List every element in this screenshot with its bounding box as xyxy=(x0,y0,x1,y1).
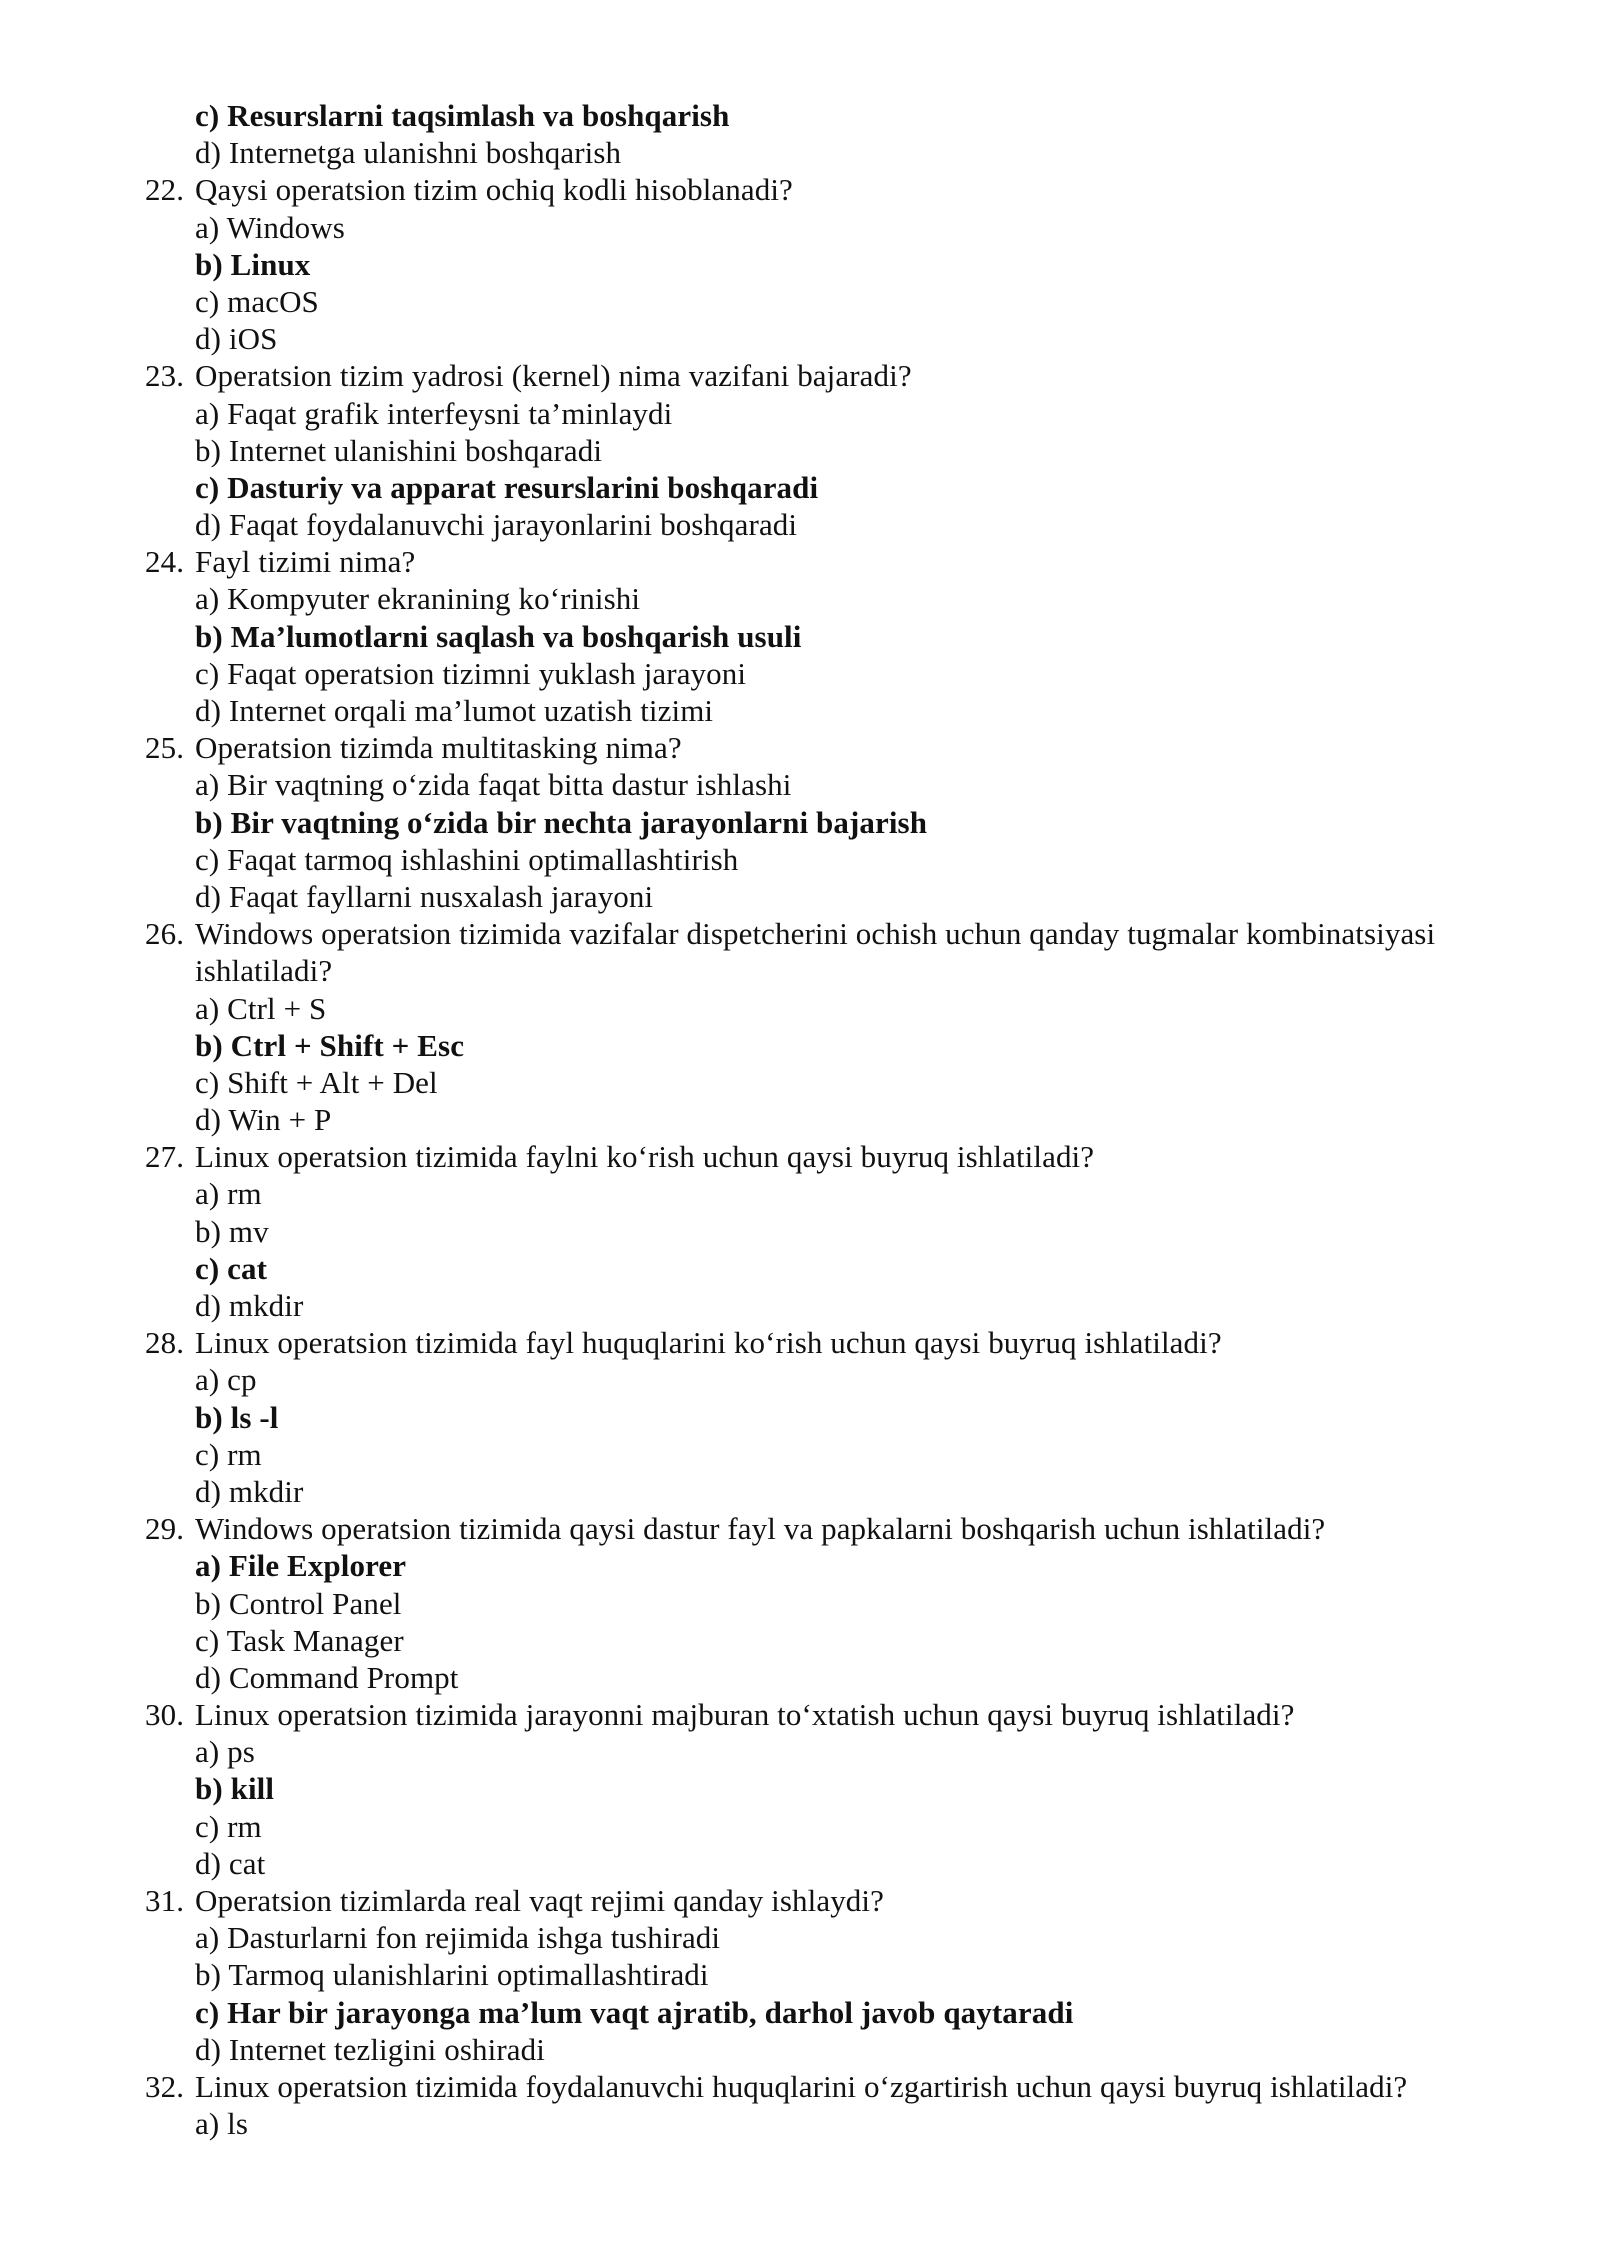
question-line xyxy=(0,1138,1600,1175)
question-number: 31. xyxy=(145,1883,185,1918)
question-text: Linux operatsion tizimida foydalanuvchi huquqlarini oʻzgartirish uchun qaysi buyruq ishlatiladi? xyxy=(195,2068,1408,2104)
answer-option: a) Faqat grafik interfeysni ta’minlaydi xyxy=(195,395,673,431)
question-text: Linux operatsion tizimida fayl huquqlarini koʻrish uchun qaysi buyruq ishlatiladi? xyxy=(195,1325,1222,1361)
answer-option: a) rm xyxy=(195,1176,262,1212)
answer-option: d) Internet tezligini oshiradi xyxy=(195,2031,545,2067)
question-line xyxy=(0,357,1600,394)
answer-option: c) Faqat tarmoq ishlashini optimallashtirish xyxy=(195,841,739,877)
answer-option: d) mkdir xyxy=(195,1473,304,1509)
answer-option: a) cp xyxy=(195,1362,257,1398)
correct-answer-option: c) cat xyxy=(195,1250,268,1286)
question-line xyxy=(0,543,1600,580)
question-line xyxy=(0,1882,1600,1919)
answer-option: d) Internet orqali ma’lumot uzatish tizimi xyxy=(195,693,714,728)
question-text: Qaysi operatsion tizim ochiq kodli hisoblanadi? xyxy=(195,172,793,208)
question-text: Windows operatsion tizimida vazifalar dispetcherini ochish uchun qanday tugmalar kombinatsiyasi xyxy=(195,916,1436,952)
question-text: Linux operatsion tizimida faylni koʻrish uchun qaysi buyruq ishlatiladi? xyxy=(195,1139,1095,1175)
answer-option: a) ls xyxy=(195,2106,249,2142)
question-line xyxy=(0,1324,1600,1361)
answer-option: b) mv xyxy=(195,1213,269,1249)
question-line xyxy=(0,1510,1600,1547)
question-number: 30. xyxy=(145,1697,185,1733)
question-number: 27. xyxy=(145,1139,185,1175)
answer-option: d) Win + P xyxy=(195,1102,332,1138)
question-line xyxy=(0,729,1600,766)
answer-option: c) rm xyxy=(195,1808,262,1844)
answer-option: a) Bir vaqtning oʻzida faqat bitta dastur ishlashi xyxy=(195,767,792,803)
question-number: 32. xyxy=(145,2068,185,2104)
question-line xyxy=(0,915,1600,952)
question-text-continuation: ishlatiladi? xyxy=(195,953,333,989)
answer-option: d) Faqat foydalanuvchi jarayonlarini boshqaradi xyxy=(195,507,798,543)
answer-option: a) Dasturlarni fon rejimida ishga tushiradi xyxy=(195,1920,721,1956)
correct-answer-option: c) Har bir jarayonga ma’lum vaqt ajratib, darhol javob qaytaradi xyxy=(195,1994,1074,2030)
question-text: Operatsion tizimda multitasking nima? xyxy=(195,730,682,766)
correct-answer-option: c) Resurslarni taqsimlash va boshqarish xyxy=(195,98,730,133)
correct-answer-option: a) File Explorer xyxy=(195,1548,407,1584)
question-number: 26. xyxy=(145,916,185,952)
question-text: Windows operatsion tizimida qaysi dastur fayl va papkalarni boshqarish uchun ishlatiladi? xyxy=(195,1511,1326,1547)
question-number: 28. xyxy=(145,1325,185,1361)
correct-answer-option: b) Linux xyxy=(195,246,311,282)
question-number: 24. xyxy=(145,544,185,580)
answer-option: c) rm xyxy=(195,1436,262,1472)
question-text: Fayl tizimi nima? xyxy=(195,544,416,580)
answer-option: b) Tarmoq ulanishlarini optimallashtiradi xyxy=(195,1957,709,1993)
question-line xyxy=(0,1696,1600,1733)
correct-answer-option: b) Ctrl + Shift + Esc xyxy=(195,1027,465,1063)
answer-option: c) Shift + Alt + Del xyxy=(195,1064,438,1100)
correct-answer-option: b) Ma’lumotlarni saqlash va boshqarish usuli xyxy=(195,618,802,654)
answer-option: d) mkdir xyxy=(195,1288,304,1323)
answer-option: a) Ctrl + S xyxy=(195,990,327,1026)
correct-answer-option: b) kill xyxy=(195,1771,275,1807)
correct-answer-option: c) Dasturiy va apparat resurslarini boshqaradi xyxy=(195,469,819,505)
question-number: 29. xyxy=(145,1511,185,1547)
question-line xyxy=(0,2068,1600,2105)
answer-option: a) Kompyuter ekranining koʻrinishi xyxy=(195,581,641,617)
answer-option: b) Internet ulanishini boshqaradi xyxy=(195,432,603,468)
answer-option: d) Internetga ulanishni boshqarish xyxy=(195,135,622,171)
question-text: Operatsion tizim yadrosi (kernel) nima vazifani bajaradi? xyxy=(195,358,912,394)
correct-answer-option: b) Bir vaqtning oʻzida bir nechta jarayonlarni bajarish xyxy=(195,804,928,840)
answer-option: c) Faqat operatsion tizimni yuklash jarayoni xyxy=(195,655,747,691)
answer-option: d) Command Prompt xyxy=(195,1659,459,1695)
quiz-content xyxy=(0,97,1600,2142)
answer-option: a) Windows xyxy=(195,209,345,245)
answer-option: d) cat xyxy=(195,1845,266,1881)
correct-answer-option: b) ls -l xyxy=(195,1399,279,1435)
question-number: 23. xyxy=(145,358,185,394)
question-text: Operatsion tizimlarda real vaqt rejimi qanday ishlaydi? xyxy=(195,1883,884,1918)
question-line xyxy=(0,171,1600,208)
answer-option: d) Faqat fayllarni nusxalash jarayoni xyxy=(195,878,654,914)
answer-option: a) ps xyxy=(195,1734,255,1770)
answer-option: b) Control Panel xyxy=(195,1585,402,1621)
question-number: 25. xyxy=(145,730,185,766)
answer-option: d) iOS xyxy=(195,321,278,357)
answer-option: c) Task Manager xyxy=(195,1622,404,1658)
question-text: Linux operatsion tizimida jarayonni majburan toʻxtatish uchun qaysi buyruq ishlatiladi? xyxy=(195,1697,1295,1733)
answer-option: c) macOS xyxy=(195,283,319,319)
question-number: 22. xyxy=(145,172,185,208)
